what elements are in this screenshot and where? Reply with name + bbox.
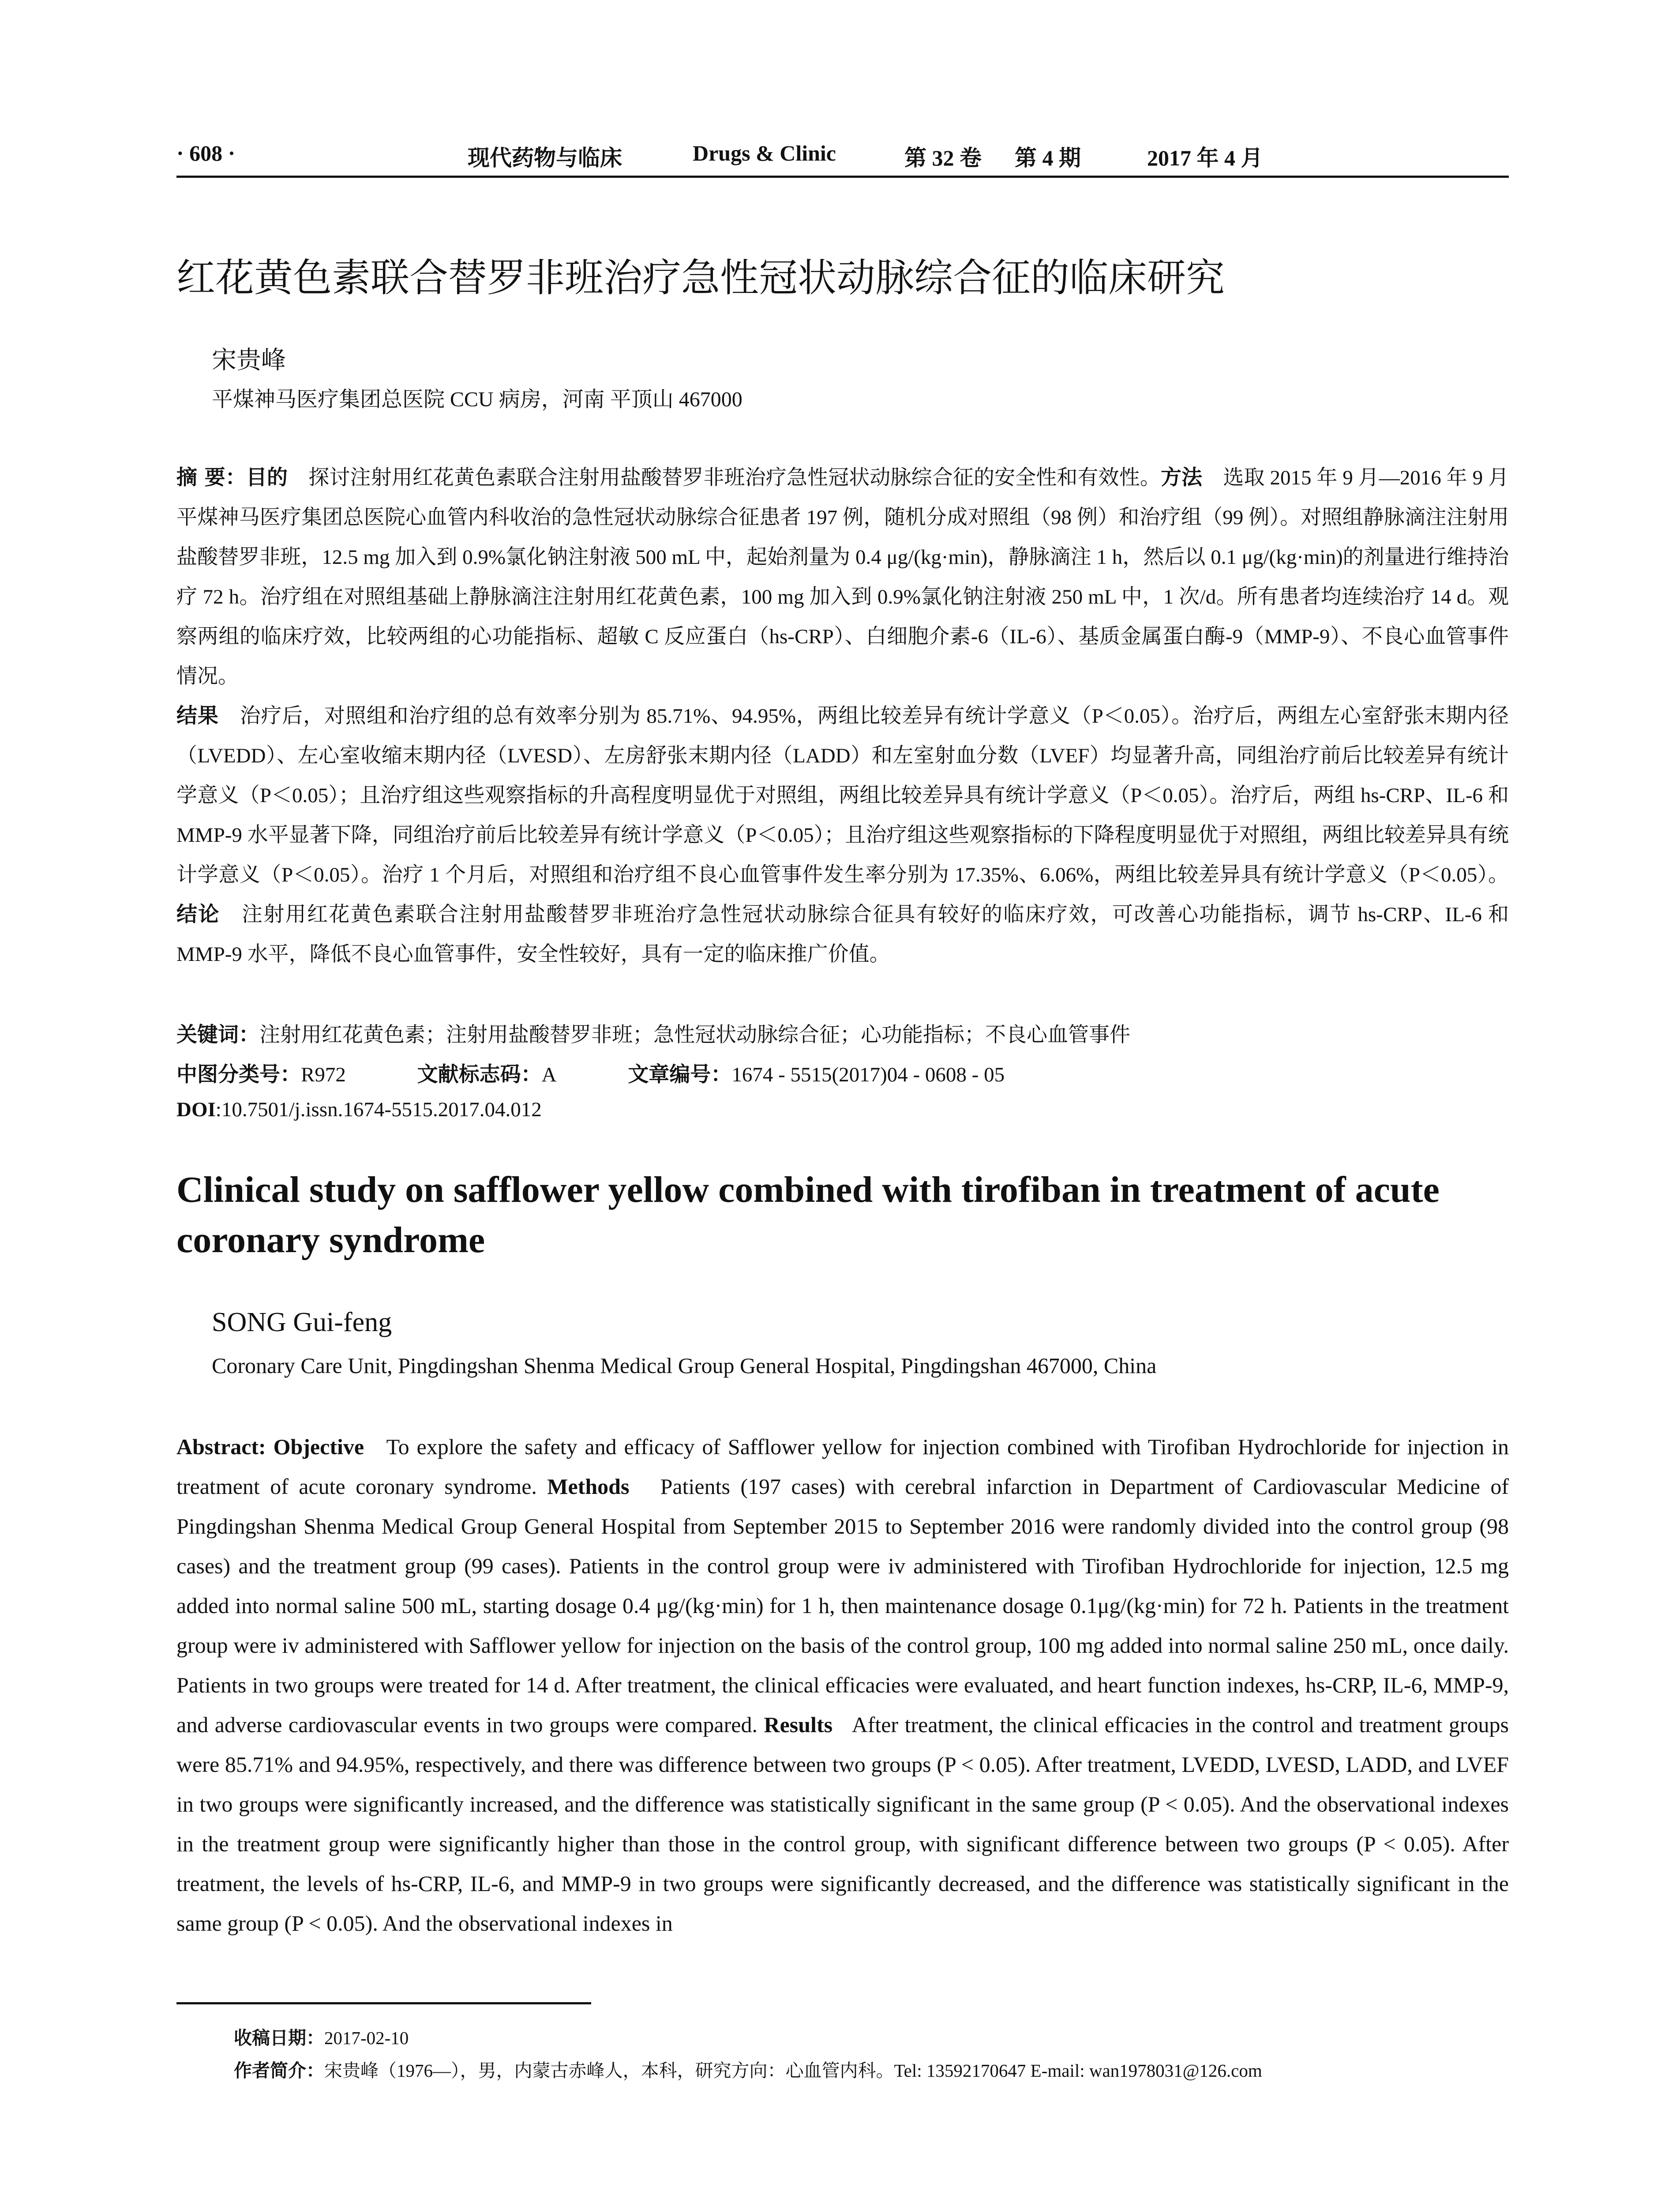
results-cn: 治疗后，对照组和治疗组的总有效率分别为 85.71%、94.95%，两组比较差异有统计学意义（P＜0.05）。治疗后，两组左心室舒张末期内径（LVEDD）、左心室收缩末期内径（LVESD）、左房舒张末期内径（LADD）和左室射血分数（LVEF）均显著升高，同组治疗前后比较差异有统计学意义（P＜0.05）；且治疗组这些观察指标的升高程度明显优于对照组，两组比较差异具有统计学意义（P＜0.05）。治疗后，两组 hs-CRP、IL-6 和 MMP-9 水平显著下降，同组治疗前后比较差异有统计学意义（P＜0.05）；且治疗组这些观察指标的下降程度明显优于对照组，两组比较差异具有统计学意义（P＜0.05）。治疗 1 个月后，对照组和治疗组不良心血管事件发生率分别为 17.35%、6.06%，两组比较差异具有统计学意义（P＜0.05）。 [176, 705, 1509, 886]
article-number-label: 文章编号： [628, 1062, 732, 1087]
affiliation-cn: 平煤神马医疗集团总医院 CCU 病房，河南 平顶山 467000 [212, 388, 742, 411]
received-date-note [234, 2023, 409, 2049]
abstract-en-label: Abstract: [176, 1434, 266, 1459]
objective-cn: 探讨注射用红花黄色素联合注射用盐酸替罗非班治疗急性冠状动脉综合征的安全性和有效性。 [308, 466, 1161, 489]
issue: 第 4 期 [1015, 146, 1081, 170]
objective-label-cn: 目的 [246, 465, 288, 490]
results-en: After treatment, the clinical efficacies in the control and treatment groups were 85.71% and 94.95%, respectively, and there was difference between two groups (P < 0.05). After treatment, LVEDD, LVESD, LADD, and LVEF in two groups were significantly increased, and the difference was statistically significant in the same group (P < 0.05). And the observational indexes in the treatment group were significantly higher than those in the control group, with significant difference between two groups (P < 0.05). After treatment, the levels of hs-CRP, IL-6, and MMP-9 in two groups were significantly decreased, and the difference was statistically significant in the same group (P < 0.05). And the observational indexes in [176, 1712, 1509, 1936]
objective-label-en: Objective [273, 1434, 364, 1459]
author-en: SONG Gui-feng [212, 1307, 392, 1337]
page-number: · 608 · [176, 141, 236, 165]
journal-name-cn: 现代药物与临床 [468, 145, 622, 171]
volume: 第 32 卷 [904, 146, 982, 170]
doi-label: DOI [176, 1098, 216, 1121]
journal-name-en: Drugs & Clinic [693, 141, 836, 165]
keywords-line [176, 1018, 1130, 1048]
clc-label: 中图分类号： [176, 1062, 301, 1087]
clc-number: R972 [301, 1063, 346, 1086]
document-code-label: 文献标志码： [417, 1062, 542, 1087]
conclusion-cn: 注射用红花黄色素联合注射用盐酸替罗非班治疗急性冠状动脉综合征具有较好的临床疗效，可改善心功能指标，调节 hs-CRP、IL-6 和 MMP-9 水平，降低不良心血管事件，安全性较好，具有一定的临床推广价值。 [176, 903, 1509, 966]
running-header [176, 140, 1509, 176]
article-title-en: Clinical study on safflower yellow combined with tirofiban in treatment of acute coronary syndrome [176, 1169, 1440, 1261]
footnote-divider [176, 2002, 591, 2004]
author-bio-note [234, 2056, 1262, 2082]
results-label-cn: 结果 [176, 704, 219, 728]
abstract-cn-label: 摘 要： [176, 465, 246, 490]
abstract-cn [176, 458, 1509, 974]
author-cn: 宋贵峰 [212, 347, 286, 374]
methods-cn: 选取 2015 年 9 月—2016 年 9 月平煤神马医疗集团总医院心血管内科收治的急性冠状动脉综合征患者 197 例，随机分成对照组（98 例）和治疗组（99 例）。对照组静脉滴注注射用盐酸替罗非班，12.5 mg 加入到 0.9%氯化钠注射液 500 mL 中，起始剂量为 0.4 μg/(kg·min)，静脉滴注 1 h，然后以 0.1 μg/(kg·min)的剂量进行维持治疗 72 h。治疗组在对照组基础上静脉滴注注射用红花黄色素，100 mg 加入到 0.9%氯化钠注射液 250 mL 中，1 次/d。所有患者均连续治疗 14 d。观察两组的临床疗效，比较两组的心功能指标、超敏 C 反应蛋白（hs-CRP）、白细胞介素-6（IL-6）、基质金属蛋白酶-9（MMP-9）、不良心血管事件情况。 [176, 466, 1509, 688]
methods-label-en: Methods [547, 1474, 630, 1499]
author-bio: 宋贵峰（1976—），男，内蒙古赤峰人，本科，研究方向：心血管内科。Tel: 13592170647 E-mail: wan1978031@126.com [324, 2060, 1262, 2081]
abstract-en [176, 1427, 1509, 1943]
article-number: 1674 - 5515(2017)04 - 0608 - 05 [731, 1063, 1005, 1086]
doi-value: :10.7501/j.issn.1674-5515.2017.04.012 [215, 1098, 542, 1121]
article-title-cn: 红花黄色素联合替罗非班治疗急性冠状动脉综合征的临床研究 [176, 255, 1225, 300]
received-date: 2017-02-10 [324, 2028, 409, 2048]
results-label-en: Results [764, 1712, 833, 1737]
conclusion-label-cn: 结论 [176, 902, 220, 927]
keywords: 注射用红花黄色素；注射用盐酸替罗非班；急性冠状动脉综合征；心功能指标；不良心血管事件 [259, 1024, 1130, 1047]
keywords-label: 关键词： [176, 1023, 259, 1047]
methods-en: Patients (197 cases) with cerebral infarction in Department of Cardiovascular Medicine of Pingdingshan Shenma Medical Group General Hospital from September 2015 to September 2016 were randomly divided into the control group (98 cases) and the treatment group (99 cases). Patients in the control group were iv administered with Tirofiban Hydrochloride for injection, 12.5 mg added into normal saline 500 mL, starting dosage 0.4 μg/(kg·min) for 1 h, then maintenance dosage 0.1μg/(kg·min) for 72 h. Patients in the treatment group were iv administered with Safflower yellow for injection on the basis of the control group, 100 mg added into normal saline 250 mL, once daily. Patients in two groups were treated for 14 d. After treatment, the clinical efficacies were evaluated, and heart function indexes, hs-CRP, IL-6, MMP-9, and adverse cardiovascular events in two groups were compared. [176, 1474, 1509, 1737]
received-label: 收稿日期： [234, 2027, 324, 2048]
methods-label-cn: 方法 [1161, 465, 1203, 490]
affiliation-en: Coronary Care Unit, Pingdingshan Shenma Medical Group General Hospital, Pingdingshan 467000, China [212, 1353, 1157, 1378]
doi-line [176, 1098, 542, 1122]
author-bio-label: 作者简介： [234, 2060, 324, 2081]
issue-date: 2017 年 4 月 [1147, 146, 1263, 170]
objective-en: To explore the safety and efficacy of Safflower yellow for injection combined with Tirofiban Hydrochloride for injection in treatment of acute coronary syndrome. [176, 1434, 1509, 1499]
header-divider [176, 176, 1509, 178]
classification-line [176, 1058, 1005, 1088]
document-code: A [541, 1063, 557, 1086]
